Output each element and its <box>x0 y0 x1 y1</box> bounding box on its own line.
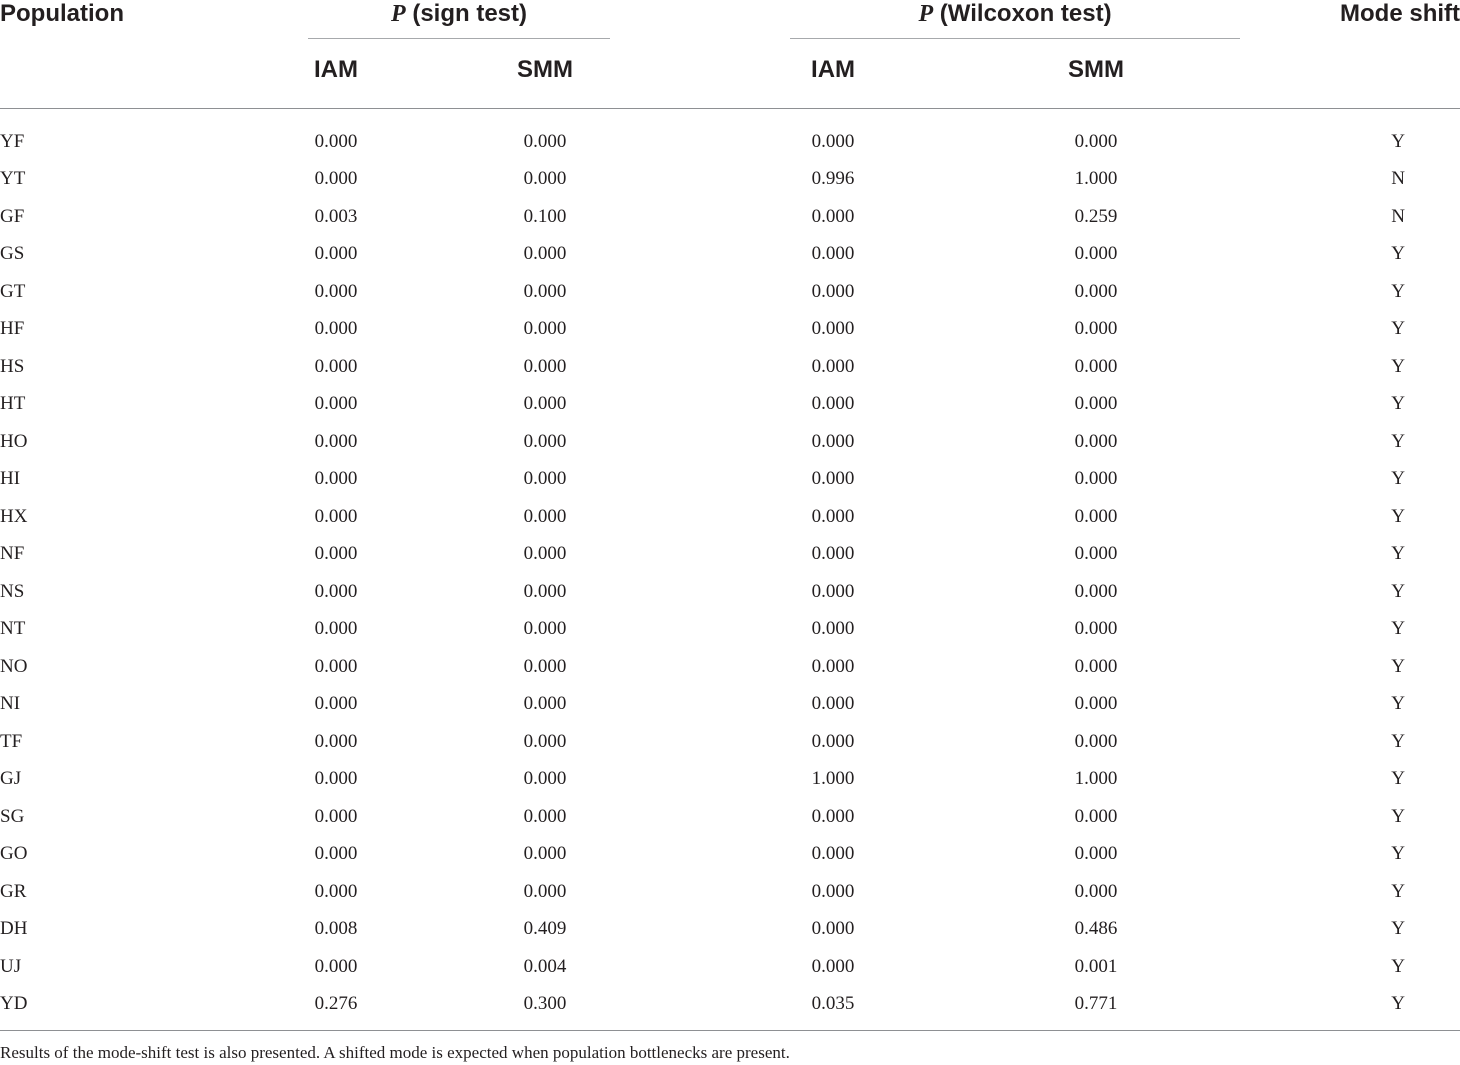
table-row <box>0 498 1460 536</box>
wilcoxon-iam-cell <box>790 123 982 161</box>
sign-iam-cell <box>308 723 480 761</box>
sign-smm-cell: 0.000 <box>523 880 567 902</box>
mode-shift-cell: Y <box>1391 693 1406 715</box>
sign-iam-cell-value: 0.000 <box>314 655 358 677</box>
wilcoxon-iam-cell-value: 0.000 <box>811 205 855 227</box>
mode-shift-cell: N <box>1391 205 1406 227</box>
wilcoxon-smm-cell-value: 1.000 <box>1074 768 1118 790</box>
wilcoxon-iam-cell <box>790 761 982 799</box>
table-row <box>0 648 1460 686</box>
sign-iam-cell-value: 0.000 <box>314 955 358 977</box>
wilcoxon-iam-cell-value: 0.000 <box>811 880 855 902</box>
sign-iam-cell-value: 0.000 <box>314 880 358 902</box>
wilcoxon-smm-cell-value: 0.000 <box>1074 280 1118 302</box>
population-cell: GO <box>0 843 28 865</box>
sign-smm-cell: 0.000 <box>523 280 567 302</box>
population-cell: GF <box>0 205 25 227</box>
sign-iam-cell-value: 0.000 <box>314 805 358 827</box>
wilcoxon-iam-cell <box>790 386 982 424</box>
wilcoxon-smm-cell <box>982 348 1240 386</box>
wilcoxon-iam-cell <box>790 948 982 986</box>
wilcoxon-smm-cell <box>982 686 1240 724</box>
wilcoxon-iam-cell <box>790 498 982 536</box>
table-row <box>0 911 1460 949</box>
mode-shift-header: Mode shift <box>1340 0 1460 27</box>
table-row <box>0 573 1460 611</box>
population-cell: HT <box>0 393 26 415</box>
wilcoxon-smm-cell-value: 0.259 <box>1074 205 1118 227</box>
wilcoxon-smm-cell-value: 0.000 <box>1074 693 1118 715</box>
sign-iam-cell <box>308 873 480 911</box>
wilcoxon-smm-cell <box>982 123 1240 161</box>
mode-shift-cell: N <box>1391 168 1406 190</box>
wilcoxon-iam-cell <box>790 686 982 724</box>
wilcoxon-smm-cell-value: 0.000 <box>1074 618 1118 640</box>
wilcoxon-smm-cell <box>982 648 1240 686</box>
wilcoxon-iam-cell-value: 0.000 <box>811 918 855 940</box>
wilcoxon-iam-cell-value: 0.000 <box>811 243 855 265</box>
wilcoxon-iam-cell-value: 0.000 <box>811 655 855 677</box>
wilcoxon-smm-cell <box>982 498 1240 536</box>
mode-shift-cell: Y <box>1391 955 1406 977</box>
sign-iam-cell-value: 0.000 <box>314 768 358 790</box>
sign-iam-cell <box>308 423 480 461</box>
wilcoxon-smm-cell <box>982 798 1240 836</box>
sign-iam-cell <box>308 161 480 199</box>
sign-iam-cell <box>308 611 480 649</box>
sign-iam-cell <box>308 348 480 386</box>
table-row <box>0 386 1460 424</box>
sign-iam-cell-value: 0.276 <box>314 993 358 1015</box>
table-row <box>0 948 1460 986</box>
population-cell: YT <box>0 168 26 190</box>
header-row-primary <box>0 0 1460 36</box>
sign-smm-cell: 0.000 <box>523 130 567 152</box>
wilcoxon-iam-cell <box>790 461 982 499</box>
wilcoxon-smm-cell <box>982 198 1240 236</box>
sign-iam-cell-value: 0.008 <box>314 918 358 940</box>
wilcoxon-smm-cell-value: 0.000 <box>1074 880 1118 902</box>
wilcoxon-iam-cell <box>790 873 982 911</box>
wilcoxon-iam-cell-value: 0.000 <box>811 580 855 602</box>
population-cell: NI <box>0 693 21 715</box>
sign-iam-cell <box>308 498 480 536</box>
mode-shift-cell: Y <box>1391 318 1406 340</box>
sign-iam-cell <box>308 986 480 1024</box>
mode-shift-cell: Y <box>1391 280 1406 302</box>
wilcoxon-smm-cell-value: 0.000 <box>1074 468 1118 490</box>
wilcoxon-iam-cell-value: 0.000 <box>811 843 855 865</box>
wilcoxon-test-label: (Wilcoxon test) <box>933 0 1112 27</box>
sign-iam-cell-value: 0.000 <box>314 543 358 565</box>
sign-smm-cell: 0.000 <box>523 805 567 827</box>
table-row <box>0 236 1460 274</box>
sign-smm-cell: 0.000 <box>523 618 567 640</box>
sign-smm-cell: 0.004 <box>523 955 567 977</box>
wilcoxon-iam-cell-value: 0.000 <box>811 693 855 715</box>
population-cell: NS <box>0 580 25 602</box>
mode-shift-cell: Y <box>1391 880 1406 902</box>
sign-smm-cell: 0.000 <box>523 468 567 490</box>
sign-smm-cell: 0.000 <box>523 168 567 190</box>
population-cell: NO <box>0 655 28 677</box>
population-cell: NF <box>0 543 25 565</box>
wilcoxon-iam-cell <box>790 611 982 649</box>
table-row <box>0 723 1460 761</box>
wilcoxon-iam-cell-value: 0.000 <box>811 805 855 827</box>
table-row <box>0 461 1460 499</box>
population-cell: GJ <box>0 768 22 790</box>
mode-shift-cell: Y <box>1391 993 1406 1015</box>
wilcoxon-iam-cell <box>790 836 982 874</box>
wilcoxon-test-underline <box>790 38 1240 39</box>
sign-smm-cell: 0.300 <box>523 993 567 1015</box>
sign-iam-cell <box>308 948 480 986</box>
sign-iam-cell-value: 0.000 <box>314 243 358 265</box>
sign-iam-cell-value: 0.003 <box>314 205 358 227</box>
mode-shift-cell: Y <box>1391 505 1406 527</box>
sign-smm-cell: 0.100 <box>523 205 567 227</box>
population-header: Population <box>0 0 124 27</box>
wilcoxon-smm-cell <box>982 948 1240 986</box>
sign-iam-cell-value: 0.000 <box>314 580 358 602</box>
wilcoxon-iam-cell <box>790 798 982 836</box>
mode-shift-cell: Y <box>1391 768 1406 790</box>
wilcoxon-smm-cell-value: 0.000 <box>1074 355 1118 377</box>
sign-smm-cell: 0.000 <box>523 580 567 602</box>
table-row <box>0 311 1460 349</box>
sign-iam-cell <box>308 236 480 274</box>
sign-iam-cell-value: 0.000 <box>314 318 358 340</box>
wilcoxon-smm-cell <box>982 536 1240 574</box>
wilcoxon-smm-cell <box>982 386 1240 424</box>
sign-iam-cell <box>308 836 480 874</box>
wilcoxon-smm-cell <box>982 873 1240 911</box>
table-row <box>0 348 1460 386</box>
mode-shift-cell: Y <box>1391 580 1406 602</box>
table-row <box>0 836 1460 874</box>
mode-shift-cell: Y <box>1391 730 1406 752</box>
mode-shift-cell: Y <box>1391 843 1406 865</box>
wilcoxon-iam-cell-value: 0.996 <box>811 168 855 190</box>
sign-smm-header: SMM <box>517 56 574 83</box>
sign-iam-cell <box>308 911 480 949</box>
wilcoxon-iam-cell <box>790 198 982 236</box>
sign-iam-cell-value: 0.000 <box>314 505 358 527</box>
sign-iam-cell <box>308 461 480 499</box>
footer-rule <box>0 1030 1460 1031</box>
wilcoxon-smm-cell <box>982 461 1240 499</box>
wilcoxon-iam-cell <box>790 986 982 1024</box>
sign-iam-cell <box>308 536 480 574</box>
sign-smm-cell: 0.000 <box>523 243 567 265</box>
table-row <box>0 798 1460 836</box>
mode-shift-cell: Y <box>1391 468 1406 490</box>
sign-iam-cell-value: 0.000 <box>314 130 358 152</box>
wilcoxon-iam-cell-value: 0.000 <box>811 318 855 340</box>
mode-shift-cell: Y <box>1391 355 1406 377</box>
wilcoxon-smm-cell-value: 0.000 <box>1074 430 1118 452</box>
table-row <box>0 611 1460 649</box>
wilcoxon-smm-cell <box>982 911 1240 949</box>
wilcoxon-smm-cell-value: 0.000 <box>1074 543 1118 565</box>
wilcoxon-iam-cell-value: 0.000 <box>811 543 855 565</box>
sign-iam-cell <box>308 123 480 161</box>
sign-smm-cell: 0.000 <box>523 430 567 452</box>
sign-iam-header: IAM <box>314 56 358 83</box>
wilcoxon-iam-cell-value: 0.000 <box>811 468 855 490</box>
wilcoxon-iam-cell-value: 0.000 <box>811 955 855 977</box>
wilcoxon-iam-cell <box>790 573 982 611</box>
wilcoxon-smm-cell <box>982 423 1240 461</box>
table-row <box>0 273 1460 311</box>
wilcoxon-smm-cell-value: 0.000 <box>1074 393 1118 415</box>
sign-iam-cell-value: 0.000 <box>314 618 358 640</box>
mode-shift-cell: Y <box>1391 918 1406 940</box>
wilcoxon-smm-cell-value: 0.001 <box>1074 955 1118 977</box>
wilcoxon-smm-cell <box>982 273 1240 311</box>
wilcoxon-smm-header: SMM <box>1068 56 1125 83</box>
sign-iam-cell <box>308 798 480 836</box>
sign-smm-cell: 0.000 <box>523 318 567 340</box>
wilcoxon-iam-cell-value: 0.000 <box>811 130 855 152</box>
wilcoxon-iam-header: IAM <box>811 56 856 83</box>
sign-iam-cell <box>308 386 480 424</box>
sign-smm-cell: 0.409 <box>523 918 567 940</box>
sign-iam-cell-value: 0.000 <box>314 393 358 415</box>
sign-smm-cell: 0.000 <box>523 355 567 377</box>
mode-shift-cell: Y <box>1391 805 1406 827</box>
wilcoxon-smm-cell-value: 0.000 <box>1074 505 1118 527</box>
sign-iam-cell-value: 0.000 <box>314 168 358 190</box>
wilcoxon-iam-cell-value: 0.000 <box>811 280 855 302</box>
wilcoxon-iam-cell-value: 0.000 <box>811 730 855 752</box>
wilcoxon-smm-cell-value: 0.486 <box>1074 918 1118 940</box>
sign-smm-cell: 0.000 <box>523 543 567 565</box>
wilcoxon-smm-cell <box>982 236 1240 274</box>
table-row <box>0 423 1460 461</box>
mode-shift-cell: Y <box>1391 655 1406 677</box>
wilcoxon-smm-cell-value: 0.000 <box>1074 805 1118 827</box>
wilcoxon-smm-cell-value: 0.000 <box>1074 730 1118 752</box>
sign-iam-cell <box>308 273 480 311</box>
wilcoxon-smm-cell <box>982 723 1240 761</box>
wilcoxon-iam-cell <box>790 236 982 274</box>
sign-iam-cell <box>308 648 480 686</box>
table-footnote: Results of the mode-shift test is also presented. A shifted mode is expected when population bottlenecks are present. <box>0 1043 790 1062</box>
wilcoxon-smm-cell <box>982 836 1240 874</box>
wilcoxon-smm-cell-value: 0.000 <box>1074 243 1118 265</box>
wilcoxon-iam-cell <box>790 423 982 461</box>
mode-shift-cell: Y <box>1391 243 1406 265</box>
population-cell: GS <box>0 243 25 265</box>
sign-smm-cell: 0.000 <box>523 843 567 865</box>
sign-test-p-symbol: P <box>391 1 406 27</box>
sign-test-underline <box>308 38 610 39</box>
wilcoxon-smm-cell-value: 0.000 <box>1074 843 1118 865</box>
sign-iam-cell <box>308 198 480 236</box>
wilcoxon-iam-cell <box>790 348 982 386</box>
sign-iam-cell-value: 0.000 <box>314 355 358 377</box>
table-row <box>0 986 1460 1024</box>
mode-shift-cell: Y <box>1391 430 1406 452</box>
wilcoxon-smm-cell-value: 0.000 <box>1074 580 1118 602</box>
wilcoxon-iam-cell-value: 0.000 <box>811 355 855 377</box>
sign-iam-cell-value: 0.000 <box>314 693 358 715</box>
wilcoxon-iam-cell-value: 0.000 <box>811 393 855 415</box>
population-cell: HO <box>0 430 28 452</box>
mode-shift-cell: Y <box>1391 130 1406 152</box>
sign-smm-cell: 0.000 <box>523 505 567 527</box>
sign-iam-cell <box>308 573 480 611</box>
header-row-secondary <box>0 36 1460 108</box>
wilcoxon-iam-cell-value: 1.000 <box>811 768 855 790</box>
sign-iam-cell-value: 0.000 <box>314 280 358 302</box>
wilcoxon-iam-cell <box>790 911 982 949</box>
population-cell: HX <box>0 505 28 527</box>
population-cell: NT <box>0 618 26 640</box>
sign-smm-cell: 0.000 <box>523 768 567 790</box>
wilcoxon-iam-cell <box>790 648 982 686</box>
population-cell: SG <box>0 805 25 827</box>
population-cell: UJ <box>0 955 22 977</box>
wilcoxon-smm-cell-value: 0.771 <box>1074 993 1118 1015</box>
wilcoxon-smm-cell-value: 1.000 <box>1074 168 1118 190</box>
wilcoxon-p-symbol: P <box>918 1 934 27</box>
population-cell: DH <box>0 918 28 940</box>
sign-iam-cell <box>308 311 480 349</box>
table-row <box>0 761 1460 799</box>
wilcoxon-iam-cell <box>790 536 982 574</box>
wilcoxon-smm-cell-value: 0.000 <box>1074 318 1118 340</box>
population-cell: HF <box>0 318 25 340</box>
wilcoxon-smm-cell <box>982 573 1240 611</box>
table-row <box>0 123 1460 161</box>
sign-iam-cell <box>308 686 480 724</box>
wilcoxon-test-group-header <box>790 0 1240 36</box>
table-row <box>0 536 1460 574</box>
wilcoxon-iam-cell-value: 0.000 <box>811 430 855 452</box>
sign-test-label: (sign test) <box>405 0 528 27</box>
wilcoxon-smm-cell <box>982 311 1240 349</box>
wilcoxon-iam-cell-value: 0.000 <box>811 505 855 527</box>
wilcoxon-iam-cell-value: 0.035 <box>811 993 855 1015</box>
wilcoxon-iam-cell-value: 0.000 <box>811 618 855 640</box>
population-cell: HS <box>0 355 25 377</box>
population-cell: YD <box>0 993 28 1015</box>
sign-smm-cell: 0.000 <box>523 693 567 715</box>
sign-smm-cell: 0.000 <box>523 730 567 752</box>
population-cell: GT <box>0 280 26 302</box>
wilcoxon-smm-cell <box>982 761 1240 799</box>
population-cell: TF <box>0 730 23 752</box>
wilcoxon-smm-cell-value: 0.000 <box>1074 655 1118 677</box>
wilcoxon-iam-cell <box>790 311 982 349</box>
sign-smm-cell: 0.000 <box>523 655 567 677</box>
sign-iam-cell <box>308 761 480 799</box>
mode-shift-cell: Y <box>1391 543 1406 565</box>
wilcoxon-smm-cell-value: 0.000 <box>1074 130 1118 152</box>
sign-iam-cell-value: 0.000 <box>314 468 358 490</box>
wilcoxon-smm-cell <box>982 161 1240 199</box>
sign-iam-cell-value: 0.000 <box>314 843 358 865</box>
population-cell: YF <box>0 130 25 152</box>
wilcoxon-iam-cell <box>790 161 982 199</box>
population-cell: GR <box>0 880 27 902</box>
table-row <box>0 161 1460 199</box>
wilcoxon-smm-cell <box>982 611 1240 649</box>
sign-smm-cell: 0.000 <box>523 393 567 415</box>
sign-test-group-header <box>308 0 610 36</box>
wilcoxon-iam-cell <box>790 273 982 311</box>
table-row <box>0 198 1460 236</box>
table-row <box>0 873 1460 911</box>
mode-shift-cell: Y <box>1391 618 1406 640</box>
table-row <box>0 686 1460 724</box>
wilcoxon-smm-cell <box>982 986 1240 1024</box>
sign-iam-cell-value: 0.000 <box>314 430 358 452</box>
sign-iam-cell-value: 0.000 <box>314 730 358 752</box>
wilcoxon-iam-cell <box>790 723 982 761</box>
population-cell: HI <box>0 468 21 490</box>
table-body <box>0 108 1460 1023</box>
mode-shift-cell: Y <box>1391 393 1406 415</box>
